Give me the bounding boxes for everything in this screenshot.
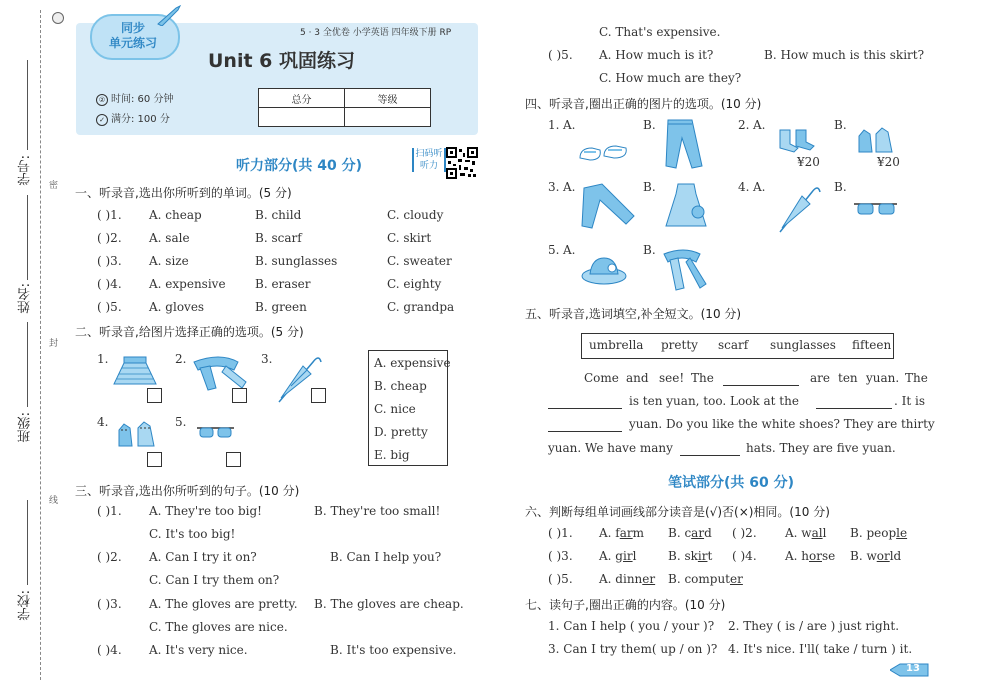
s6-q4-word-b: B. world [850, 549, 902, 563]
s5-line1-are: are [810, 371, 830, 385]
s5-word-sunglasses: sunglasses [770, 338, 836, 352]
s5-line1-ten: ten [838, 371, 858, 385]
qr-caption: 扫码听听力 [412, 148, 446, 172]
s3-q3-option-c: C. The gloves are nice. [149, 620, 288, 634]
s1-q4-number[interactable]: ( )4. [97, 277, 122, 291]
class-blank[interactable] [27, 322, 28, 407]
s2-option-c: C. nice [374, 402, 416, 416]
s6-q4-number[interactable]: ( )4. [732, 549, 757, 563]
s6-q4-word-a: A. horse [785, 549, 836, 563]
s1-q3-option-a: A. size [149, 254, 189, 268]
s2-number-5: 5. [175, 415, 187, 429]
page-number: 13 [906, 663, 920, 674]
s3-q2-option-c: C. Can I try them on? [149, 573, 280, 587]
s4-q4-number: 4. [738, 180, 750, 194]
s3-q2-number[interactable]: ( )2. [97, 550, 122, 564]
s1-q1-option-b: B. child [255, 208, 302, 222]
s6-q5-number[interactable]: ( )5. [548, 572, 573, 586]
section-3-title: 三、听录音,选出你所听到的句子。(10 分) [75, 484, 300, 498]
s2-number-1: 1. [97, 352, 109, 366]
s2-option-e: E. big [374, 448, 410, 462]
full-score-info [96, 110, 170, 126]
scarf-picture-b [660, 246, 710, 294]
s6-q1-number[interactable]: ( )1. [548, 526, 573, 540]
sunglasses-picture [196, 424, 236, 442]
page-title: Unit 6 巩固练习 [208, 50, 355, 72]
s3-q4-option-a: A. It's very nice. [149, 643, 248, 657]
sandals-picture [578, 138, 630, 164]
s3-q3-option-b: B. The gloves are cheap. [314, 597, 464, 611]
page-number-badge [890, 662, 930, 678]
s4-q4-letter-a[interactable]: A. [753, 180, 766, 194]
rocket-icon [156, 4, 182, 26]
section-1-title: 一、听录音,选出你所听到的单词。(5 分) [75, 186, 292, 200]
s3-q1-option-b: B. They're too small! [314, 504, 441, 518]
name-label: 姓名: [18, 283, 33, 314]
s1-q2-option-a: A. sale [149, 231, 190, 245]
s1-q3-number[interactable]: ( )3. [97, 254, 122, 268]
s4-q2-number: 2. [738, 118, 750, 132]
seal-word-mi: 密 [49, 181, 59, 191]
s4-q1-letter-a[interactable]: A. [563, 118, 576, 132]
s5-line1-and: and [626, 371, 649, 385]
s5-line2-text: is ten yuan, too. Look at the [629, 394, 799, 408]
s6-q2-word-a: A. wall [785, 526, 827, 540]
socks-picture [776, 128, 816, 154]
s2-answer-box-1[interactable] [147, 388, 162, 403]
s1-q4-option-a: A. expensive [149, 277, 226, 291]
binding-pin-icon [52, 12, 64, 24]
section-7-title: 七、读句子,圈出正确的内容。(10 分) [525, 598, 726, 612]
s1-q5-option-c: C. grandpa [387, 300, 455, 314]
s2-number-3: 3. [261, 352, 273, 366]
badge-line-1: 同步 [120, 21, 145, 35]
s2-answer-box-4[interactable] [147, 452, 162, 467]
s1-q1-number[interactable]: ( )1. [97, 208, 122, 222]
gloves-picture-b [856, 126, 896, 156]
s4-q3-letter-a[interactable]: A. [563, 180, 576, 194]
s5-line4-start: yuan. We have many [548, 441, 673, 455]
grade-cell[interactable] [345, 108, 431, 127]
skirt-picture [112, 354, 158, 390]
sync-badge [90, 8, 176, 56]
s5-line1-come: Come [584, 371, 619, 385]
s3-q4-option-b: B. It's too expensive. [330, 643, 457, 657]
student-number-blank[interactable] [27, 60, 28, 150]
hat-picture [580, 252, 628, 288]
scarf-picture [190, 352, 250, 392]
s1-q1-option-a: A. cheap [149, 208, 202, 222]
seal-word-xian: 线 [49, 496, 59, 506]
s6-q3-number[interactable]: ( )3. [548, 549, 573, 563]
s2-answer-box-2[interactable] [232, 388, 247, 403]
s4-q2-letter-b[interactable]: B. [834, 118, 847, 132]
check-icon: ✓ [96, 114, 108, 126]
s3-q4-option-c: C. That's expensive. [599, 25, 721, 39]
dress-picture [662, 182, 710, 234]
s1-q3-option-b: B. sunglasses [255, 254, 338, 268]
listening-part-title: 听力部分(共 40 分) [236, 158, 363, 174]
s5-line1-yuan: yuan. [866, 371, 900, 385]
s5-line3-text: yuan. Do you like the white shoes? They are thirty [629, 417, 935, 431]
s4-q4-letter-b[interactable]: B. [834, 180, 847, 194]
score-table [258, 88, 431, 127]
school-label: 学校: [18, 590, 33, 621]
s2-answer-box-5[interactable] [226, 452, 241, 467]
s4-q2-price-b: ¥20 [877, 155, 900, 169]
binding-line [40, 10, 41, 680]
s1-q5-option-b: B. green [255, 300, 307, 314]
s2-option-b: B. cheap [374, 379, 427, 393]
s3-q2-option-a: A. Can I try it on? [149, 550, 257, 564]
umbrella-picture-b [774, 182, 824, 236]
s1-q4-option-b: B. eraser [255, 277, 311, 291]
full-score-text: 满分: 100 分 [111, 114, 170, 125]
s3-q5-option-c: C. How much are they? [599, 71, 742, 85]
s5-blank-2[interactable] [548, 408, 622, 409]
s1-q5-number[interactable]: ( )5. [97, 300, 122, 314]
s2-number-2: 2. [175, 352, 187, 366]
section-2-title: 二、听录音,给图片选择正确的选项。(5 分) [75, 325, 304, 339]
s6-q1-word-b: B. card [668, 526, 712, 540]
s1-q1-option-c: C. cloudy [387, 208, 444, 222]
total-score-header: 总分 [259, 89, 345, 108]
clock-icon: ② [96, 94, 108, 106]
s4-q5-letter-b[interactable]: B. [643, 243, 656, 257]
badge-line-2: 单元练习 [108, 36, 157, 50]
s2-answer-box-3[interactable] [311, 388, 326, 403]
s3-q1-number[interactable]: ( )1. [97, 504, 122, 518]
s3-q5-option-a: A. How much is it? [599, 48, 714, 62]
s1-q4-option-c: C. eighty [387, 277, 442, 291]
total-score-cell[interactable] [259, 108, 345, 127]
s4-q3-letter-b[interactable]: B. [643, 180, 656, 194]
s6-q3-word-b: B. skirt [668, 549, 713, 563]
s4-q2-price-a: ¥20 [797, 155, 820, 169]
time-text: 时间: 60 分钟 [111, 94, 174, 105]
section-5-title: 五、听录音,选词填空,补全短文。(10 分) [525, 307, 742, 321]
s4-q5-number: 5. [548, 243, 560, 257]
s7-item-4[interactable]: 4. It's nice. I'll( take / turn ) it. [728, 642, 913, 656]
s6-q3-word-a: A. girl [599, 549, 637, 563]
s6-q2-number[interactable]: ( )2. [732, 526, 757, 540]
s3-q1-option-a: A. They're too big! [149, 504, 262, 518]
s1-q2-number[interactable]: ( )2. [97, 231, 122, 245]
s5-line2-end: . It is [894, 394, 926, 408]
s3-q2-option-b: B. Can I help you? [330, 550, 442, 564]
s5-line1-see: see! [659, 371, 685, 385]
s4-q5-letter-a[interactable]: A. [563, 243, 576, 257]
s4-q1-number: 1. [548, 118, 560, 132]
gloves-picture [116, 418, 158, 450]
pants-picture [662, 118, 704, 170]
sunglasses-picture-b [853, 200, 899, 218]
s3-q3-number[interactable]: ( )3. [97, 597, 122, 611]
s4-q1-letter-b[interactable]: B. [643, 118, 656, 132]
s5-word-pretty: pretty [661, 338, 698, 352]
s3-q5-number[interactable]: ( )5. [548, 48, 573, 62]
s5-word-scarf: scarf [718, 338, 749, 352]
s4-q2-letter-a[interactable]: A. [753, 118, 766, 132]
name-blank[interactable] [27, 195, 28, 280]
s3-q3-option-a: A. The gloves are pretty. [149, 597, 298, 611]
s1-q5-option-a: A. gloves [149, 300, 205, 314]
s2-option-a: A. expensive [374, 356, 451, 370]
s3-q4-number[interactable]: ( )4. [97, 643, 122, 657]
s5-blank-1[interactable] [723, 385, 799, 386]
written-part-title: 笔试部分(共 60 分) [668, 475, 795, 491]
s1-q3-option-c: C. sweater [387, 254, 452, 268]
s4-q3-number: 3. [548, 180, 560, 194]
section-4-title: 四、听录音,圈出正确的图片的选项。(10 分) [525, 97, 762, 111]
s6-q5-word-a: A. dinner [599, 572, 656, 586]
grade-header: 等级 [345, 89, 431, 108]
s1-q2-option-b: B. scarf [255, 231, 302, 245]
s7-item-2[interactable]: 2. They ( is / are ) just right. [728, 619, 900, 633]
time-info [96, 90, 173, 106]
s7-item-1[interactable]: 1. Can I help ( you / your )? [548, 619, 715, 633]
s6-q1-word-a: A. farm [599, 526, 645, 540]
class-label: 班级: [18, 412, 33, 443]
s3-q1-option-c: C. It's too big! [149, 527, 236, 541]
s3-q5-option-b: B. How much is this skirt? [764, 48, 925, 62]
s5-line4-end: hats. They are five yuan. [746, 441, 896, 455]
pants-picture-b [580, 182, 636, 232]
s6-q2-word-b: B. people [850, 526, 908, 540]
school-blank[interactable] [27, 500, 28, 585]
series-label: 5 · 3 全优卷 小学英语 四年级下册 RP [300, 28, 452, 38]
s2-option-d: D. pretty [374, 425, 428, 439]
s6-q5-word-b: B. computer [668, 572, 743, 586]
s5-word-umbrella: umbrella [589, 338, 644, 352]
s7-item-3[interactable]: 3. Can I try them( up / on )? [548, 642, 718, 656]
s5-word-fifteen: fifteen [852, 338, 892, 352]
s5-blank-4[interactable] [548, 431, 622, 432]
student-number-label: 学号: [18, 155, 33, 186]
s1-q2-option-c: C. skirt [387, 231, 432, 245]
s5-blank-3[interactable] [816, 408, 892, 409]
seal-word-feng: 封 [49, 339, 59, 349]
s5-blank-5[interactable] [680, 455, 740, 456]
s5-line1-the-2: The [905, 371, 928, 385]
s2-number-4: 4. [97, 415, 109, 429]
section-6-title: 六、判断每组单词画线部分读音是(√)否(×)相同。(10 分) [525, 505, 830, 519]
qr-code-icon[interactable] [446, 147, 478, 179]
s5-line1-the: The [691, 371, 714, 385]
